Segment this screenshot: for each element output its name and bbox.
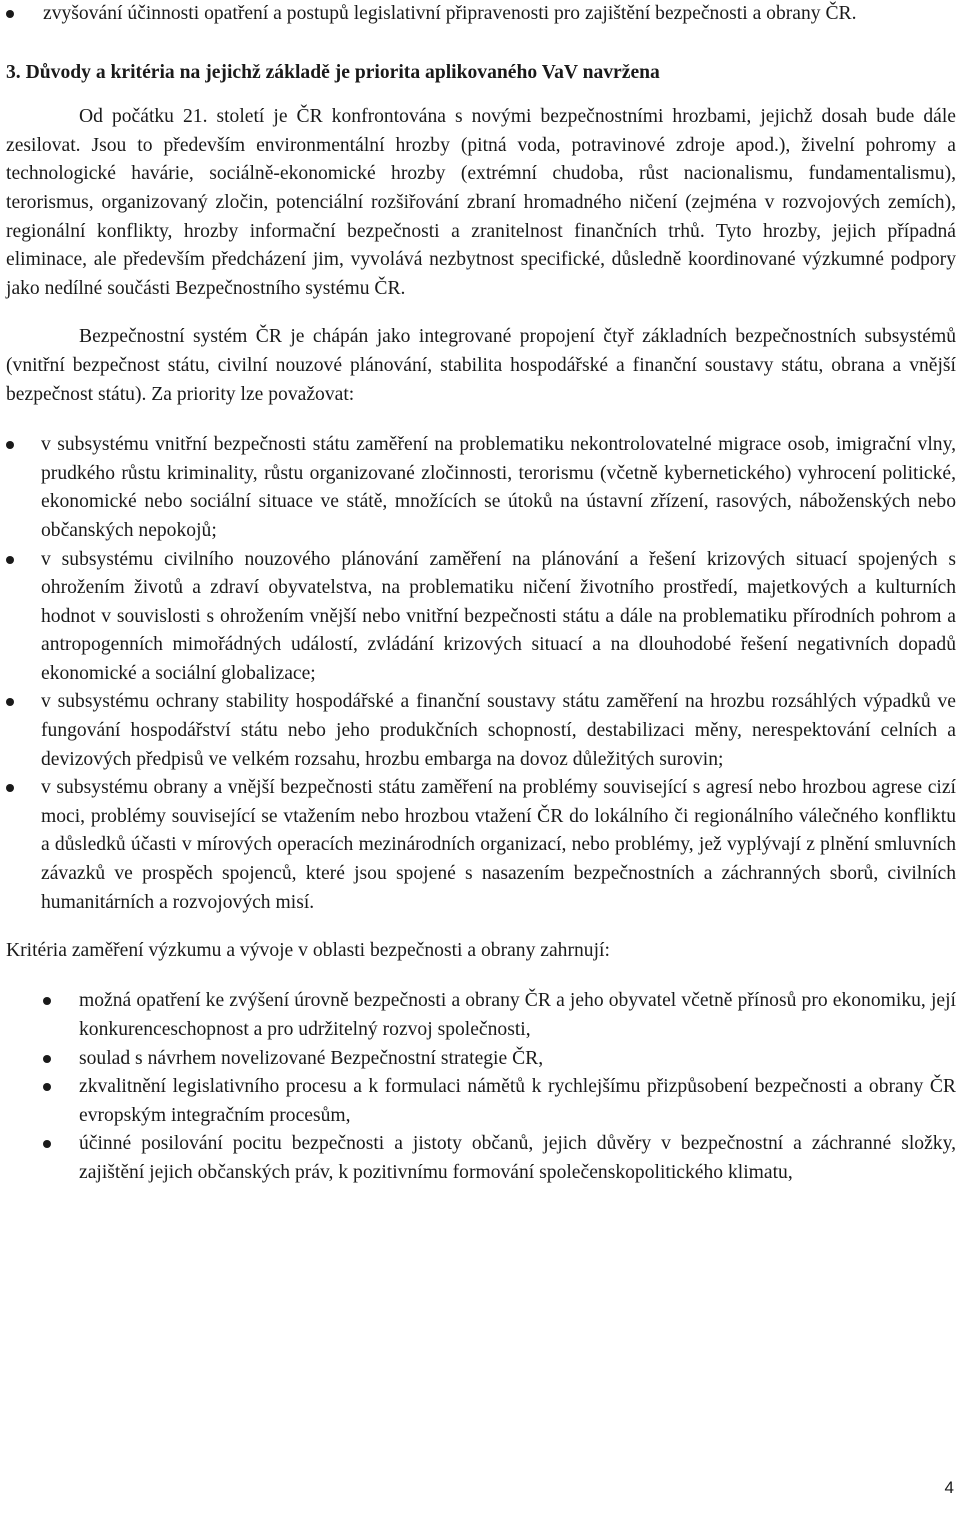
criteria-list (6, 987, 956, 1187)
list-item-text: účinné posilování pocitu bezpečnosti a jistoty občanů, jejich důvěry v bezpečnostní a záchranné složky, zajištění jejich občanských práv, k pozitivnímu formování společenskopolitického klimatu, (79, 1133, 956, 1183)
bullet-icon (6, 698, 14, 706)
paragraph: Od počátku 21. století je ČR konfrontována s novými bezpečnostními hrozbami, jejichž dosah bude dále zesilovat. Jsou to především environmentální hrozby (pitná voda, potravinové zdroje apod.), živelní pohromy a technologické havárie, sociálně-ekonomické hrozby (extrémní chudoba, růst nacionalismu, fundamentalismu), terorismus, organizovaný zločin, potenciální rozšiřování zbraní hromadného ničení (zejména v rozvojových zemích), regionální konflikty, hrozby informační bezpečnosti a zranitelnost finančních trhů. Tyto hrozby, jejich případná eliminace, ale především předcházení jim, vyvolává nezbytnost specifické, důsledně koordinované výzkumné podpory jako nedílné součásti Bezpečnostního systému ČR. (6, 106, 956, 299)
bullet-icon (43, 1140, 51, 1148)
list-item-text: soulad s návrhem novelizované Bezpečnostní strategie ČR, (79, 1047, 544, 1069)
priorities-list (6, 431, 956, 917)
bullet-icon (6, 556, 14, 564)
criteria-intro: Kritéria zaměření výzkumu a vývoje v oblasti bezpečnosti a obrany zahrnují: (6, 939, 610, 961)
bullet-icon (43, 1083, 51, 1091)
bullet-icon (43, 997, 51, 1005)
list-item (6, 1130, 956, 1187)
list-item (6, 0, 956, 29)
intro-bullet-list (6, 0, 956, 29)
paragraph: Bezpečnostní systém ČR je chápán jako integrované propojení čtyř základních bezpečnostních subsystémů (vnitřní bezpečnost státu, civilní nouzové plánování, stabilita hospodářské a finanční soustavy státu, obrana a vnější bezpečnost státu). Za priority lze považovat: (6, 326, 956, 405)
list-item-text: zvyšování účinnosti opatření a postupů legislativní připravenosti pro zajištění bezpečnosti a obrany ČR. (43, 3, 857, 24)
section-heading: 3. Důvody a kritéria na jejichž základě je priorita aplikovaného VaV navržena (6, 61, 660, 83)
list-item-text: možná opatření ke zvýšení úrovně bezpečnosti a obrany ČR a jeho obyvatel včetně přínosů pro ekonomiku, její konkurenceschopnost a pro udržitelný rozvoj společnosti, (79, 990, 956, 1040)
list-item-text: v subsystému civilního nouzového plánování zaměření na plánování a řešení krizových situací spojených s ohrožením životů a zdraví obyvatelstva, na problematiku ničení životního prostředí, majetkových a kulturních hodnot v souvislosti s ohrožením vnější nebo vnitřní bezpečnosti státu a dále na problematiku přírodních pohrom a antropogenních mimořádných událostí, zvládání krizových situací a na dlouhodobé řešení negativních dopadů ekonomické a sociální globalizace; (41, 548, 956, 684)
list-item-text: v subsystému ochrany stability hospodářské a finanční soustavy státu zaměření na hrozbu rozsáhlých výpadků ve fungování hospodářství státu nebo jeho produkčních schopností, destabilizaci měny, nerespektování celních a devizových předpisů ve velkém rozsahu, hrozbu embarga na dovoz důležitých surovin; (41, 691, 956, 770)
page-number: 4 (944, 1478, 954, 1497)
list-item (6, 1073, 956, 1130)
list-item (6, 774, 956, 917)
bullet-icon (43, 1055, 51, 1063)
bullet-icon (6, 784, 14, 792)
list-item (6, 431, 956, 545)
list-item-text: zkvalitnění legislativního procesu a k formulaci námětů k rychlejšímu přizpůsobení bezpečnosti a obrany ČR evropským integračním procesům, (79, 1076, 956, 1126)
list-item (6, 546, 956, 689)
bullet-icon (6, 441, 14, 449)
document-page (6, 0, 956, 1188)
list-item (6, 1045, 956, 1074)
list-item-text: v subsystému vnitřní bezpečnosti státu zaměření na problematiku nekontrolovatelné migrace osob, imigrační vlny, prudkého růstu kriminality, růstu organizované zločinnosti, terorismu (včetně kybernetického) vyhrocení politické, ekonomické nebo sociální situace ve státě, množících se útoků na ústavní zřízení, rasových, náboženských nebo občanských nepokojů; (41, 434, 956, 541)
list-item (6, 987, 956, 1044)
list-item (6, 688, 956, 774)
bullet-icon (6, 10, 14, 18)
list-item-text: v subsystému obrany a vnější bezpečnosti státu zaměření na problémy související s agresí nebo hrozbou agrese cizí moci, problémy související se vtažením nebo hrozbou vtažení ČR do lokálního či regionálního válečného konfliktu a důsledků účasti v mírových operacích mezinárodních organizací, nebo problémy, jež vyplývají z plnění smluvních závazků ve prospěch spojenců, které jsou spojené s nasazením bezpečnostních a záchranných sborů, civilních humanitárních a rozvojových misí. (41, 777, 956, 913)
